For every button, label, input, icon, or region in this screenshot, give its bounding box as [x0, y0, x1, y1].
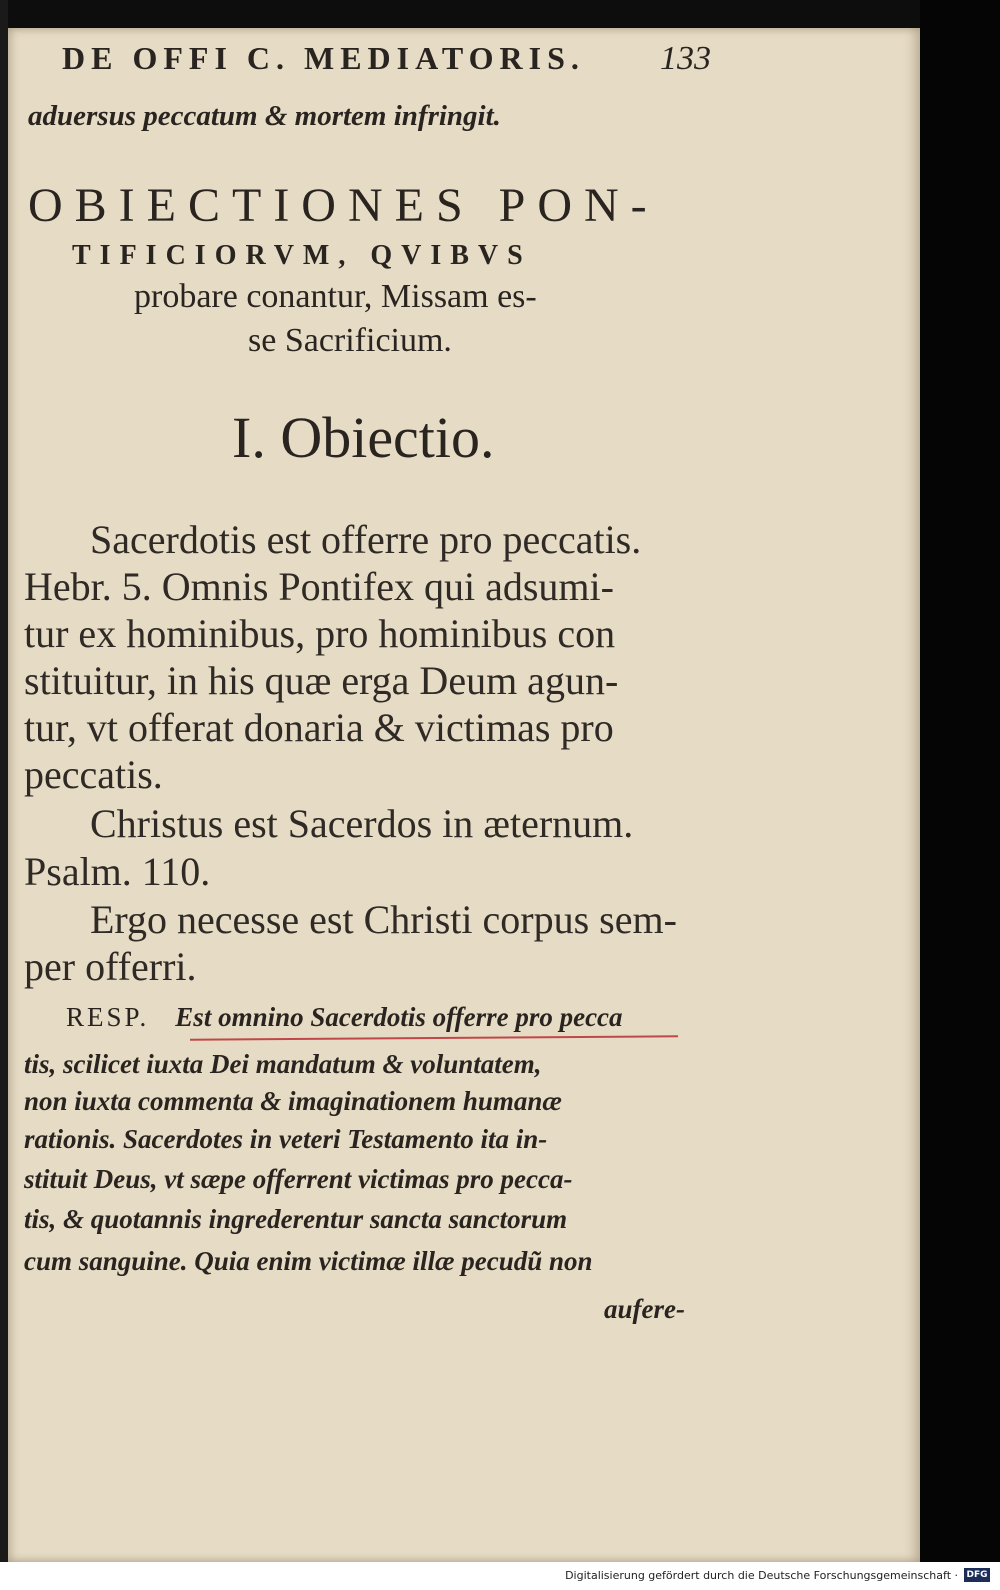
running-header: DE OFFI C. MEDIATORIS.	[62, 40, 585, 76]
body-line: Christus est Sacerdos in æternum.	[90, 801, 634, 846]
body-line: stituitur, in his quæ erga Deum agun-	[24, 658, 619, 703]
continuation-line: aduersus peccatum & mortem infringit.	[28, 100, 501, 132]
response-text: Est omnino Sacerdotis offerre pro pecca	[175, 1002, 623, 1032]
response-line: stituit Deus, vt sæpe offerrent victimas pro pecca-	[24, 1164, 573, 1194]
scan-top-border	[8, 0, 920, 28]
response-line	[66, 1002, 623, 1033]
response-line: tis, scilicet iuxta Dei mandatum & voluntatem,	[24, 1049, 542, 1079]
response-line: rationis. Sacerdotes in veteri Testamento ita in-	[24, 1124, 548, 1154]
section-heading-line-3: probare conantur, Missam es-	[134, 278, 537, 315]
body-line: per offerri.	[24, 944, 197, 989]
body-line: peccatis.	[24, 752, 163, 797]
body-line: tur ex hominibus, pro hominibus con	[24, 611, 616, 656]
body-line: Sacerdotis est offerre pro peccatis.	[90, 517, 642, 562]
digitization-footer	[0, 1562, 1000, 1590]
scan-left-border	[0, 0, 8, 1562]
body-line: tur, vt offerat donaria & victimas pro	[24, 705, 614, 750]
footer-credit: Digitalisierung gefördert durch die Deutsche Forschungsgemeinschaft ·	[565, 1569, 958, 1582]
dfg-logo: DFG	[964, 1568, 990, 1582]
objection-title: I. Obiectio.	[232, 405, 495, 470]
page-number: 133	[660, 40, 711, 77]
response-line: cum sanguine. Quia enim victimæ illæ pecudũ non	[24, 1246, 593, 1276]
section-heading-line-1: OBIECTIONES PON-	[28, 179, 659, 232]
response-label: RESP.	[66, 1002, 150, 1032]
body-line: Hebr. 5. Omnis Pontifex qui adsumi-	[24, 564, 614, 609]
section-heading-line-4: se Sacrificium.	[248, 322, 452, 359]
section-heading-line-2: TIFICIORVM, QVIBVS	[72, 240, 532, 271]
body-line: Psalm. 110.	[24, 849, 211, 894]
scan-right-border	[920, 0, 1000, 1562]
response-line: non iuxta commenta & imaginationem humanæ	[24, 1086, 562, 1116]
response-line: tis, & quotannis ingrederentur sancta sanctorum	[24, 1204, 568, 1234]
catchword: aufere-	[604, 1294, 685, 1324]
body-line: Ergo necesse est Christi corpus sem-	[90, 897, 677, 942]
